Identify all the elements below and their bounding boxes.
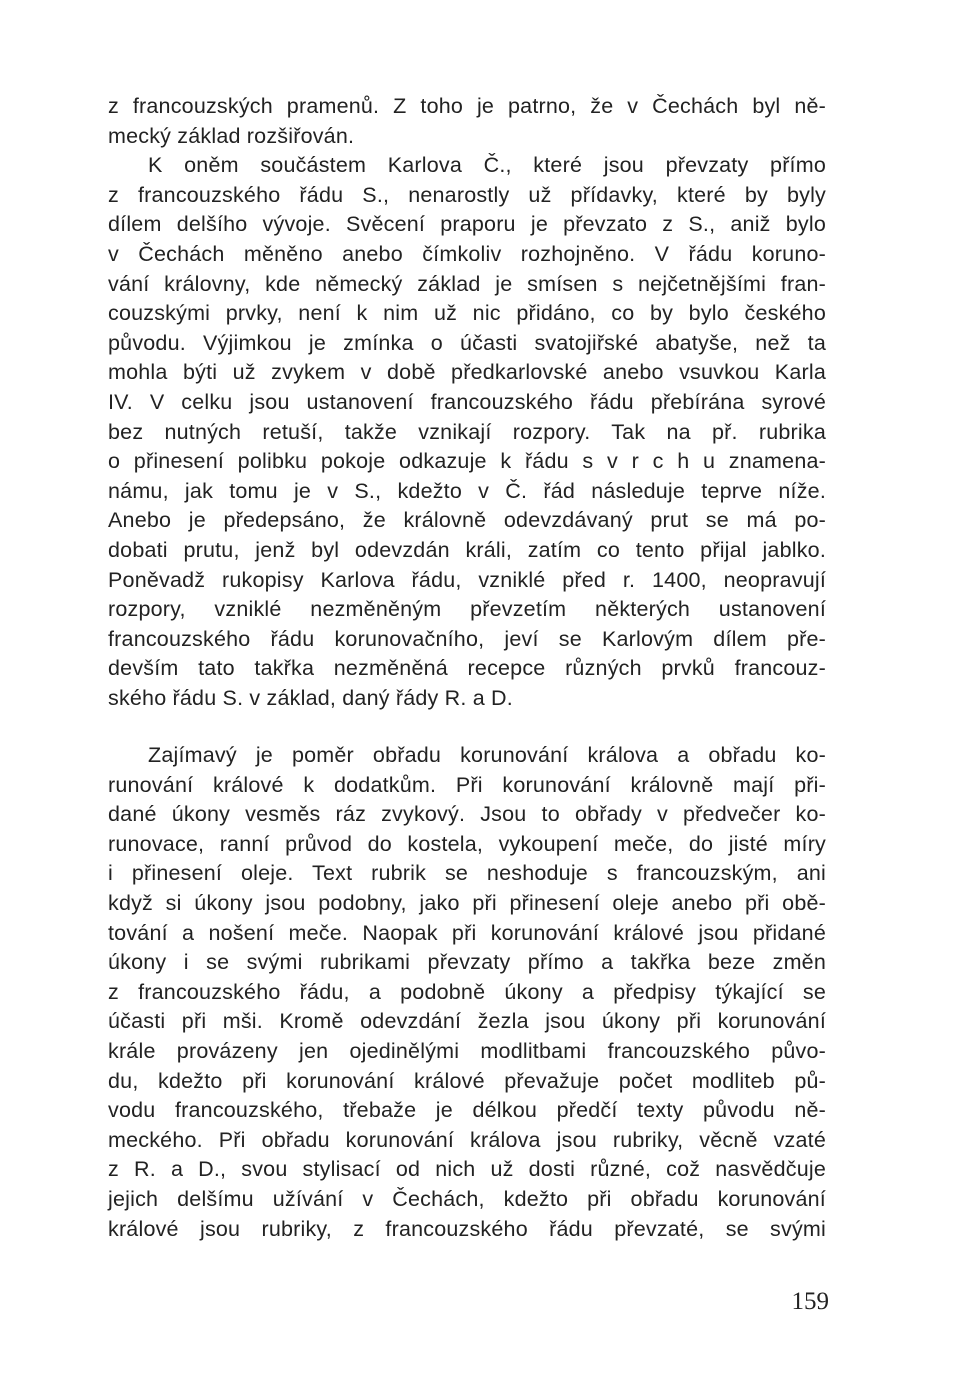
text-line: dané úkony vesměs ráz zvykový. Jsou to obřady v předvečer ko- — [108, 802, 826, 827]
text-line: z R. a D., svou stylisací od nich už dosti různé, což nasvědčuje — [108, 1157, 826, 1182]
text-line: dobati prutu, jenž byl odevzdán králi, zatím co tento přijal jablko. — [108, 537, 826, 562]
paragraph-2 — [108, 741, 826, 1244]
text-line: mohla býti už zvykem v době předkarlovské anebo vsuvkou Karla — [108, 360, 826, 385]
text-line: Poněvadž rukopisy Karlova řádu, vzniklé před r. 1400, neopravují — [108, 567, 826, 592]
text-line: du, kdežto při korunování králové převažuje počet modliteb pů- — [108, 1068, 826, 1093]
text-line: účasti při mši. Kromě odevzdání žezla jsou úkony při korunování — [108, 1009, 826, 1034]
text-line: devším tato takřka nezměněná recepce různých prvků francouz- — [108, 656, 826, 681]
text-line: runovace, ranní průvod do kostela, vykoupení meče, do jisté míry — [108, 831, 826, 856]
text-line: bez nutných retuší, takže vznikají rozpory. Tak na př. rubrika — [108, 419, 826, 444]
text-line: rozpory, vzniklé nezměněným převzetím některých ustanovení — [108, 597, 826, 622]
text-line: z francouzského řádu S., nenarostly už přídavky, které by byly — [108, 182, 826, 207]
text-line: v Čechách měněno anebo čímkoliv rozhojněno. V řádu koruno- — [108, 241, 826, 266]
text-line: mecký základ rozšiřován. — [108, 123, 355, 148]
text-line: dílem delšího vývoje. Svěcení praporu je převzato z S., aniž bylo — [108, 212, 826, 237]
text-line: vání královny, kde německý základ je smísen s nejčetnějšími fran- — [108, 271, 826, 296]
text-line: Anebo je předepsáno, že královně odevzdávaný prut se má po- — [108, 508, 826, 533]
text-line: vodu francouzského, třebaže je délkou předčí texty původu ně- — [108, 1098, 826, 1123]
text-line: o přinesení polibku pokoje odkazuje k řádu s v r c h u znamena- — [108, 449, 826, 474]
text-line: tování a nošení meče. Naopak při korunování králové jsou přidané — [108, 920, 826, 945]
text-line: francouzského řádu korunovačního, jeví se Karlovým dílem pře- — [108, 626, 826, 651]
text-line: ského řádu S. v základ, daný řády R. a D. — [108, 685, 513, 710]
text-line: krále provázeny jen ojedinělými modlitbami francouzského půvo- — [108, 1038, 826, 1063]
text-line: námu, jak tomu je v S., kdežto v Č. řád následuje teprve níže. — [108, 478, 826, 503]
text-line: když si úkony jsou podobny, jako při přinesení oleje anebo při obě- — [108, 890, 826, 915]
page-number: 159 — [791, 1288, 829, 1315]
text-line: jejich delšímu užívání v Čechách, kdežto při obřadu korunování — [108, 1186, 826, 1211]
paragraph-1 — [108, 92, 826, 713]
text-line: Zajímavý je poměr obřadu korunování králova a obřadu ko- — [148, 743, 826, 767]
text-line: původu. Výjimkou je zmínka o účasti svatojiřské abatyše, než ta — [108, 330, 826, 355]
text-line: meckého. Při obřadu korunování králova jsou rubriky, věcně vzaté — [108, 1127, 826, 1152]
text-line: z francouzského řádu, a podobně úkony a předpisy týkající se — [108, 979, 826, 1004]
text-line: králové jsou rubriky, z francouzského řádu převzaté, se svými — [108, 1216, 826, 1241]
text-line: IV. V celku jsou ustanovení francouzského řádu přebírána syrové — [108, 389, 826, 414]
text-line: i přinesení oleje. Text rubrik se neshoduje s francouzským, ani — [108, 861, 826, 886]
text-line: K oněm součástem Karlova Č., které jsou převzaty přímo — [148, 153, 826, 178]
text-line: z francouzských pramenů. Z toho je patrno, že v Čechách byl ně- — [108, 94, 826, 118]
text-line: couzskými prvky, není k nim už nic přidáno, co by bylo českého — [108, 301, 826, 326]
text-line: runování králové k dodatkům. Při korunování královně mají při- — [108, 772, 826, 797]
text-line: úkony i se svými rubrikami převzaty přímo a takřka beze změn — [108, 950, 826, 975]
